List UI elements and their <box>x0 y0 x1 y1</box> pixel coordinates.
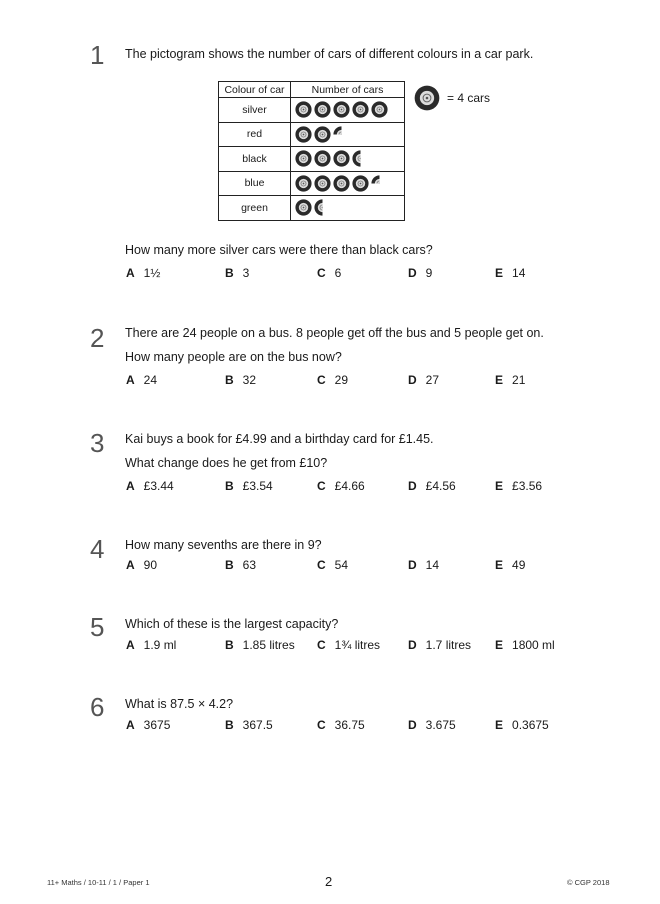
option-value: 0.3675 <box>512 718 549 732</box>
wheel-icon <box>295 126 312 143</box>
option-e[interactable] <box>495 718 549 732</box>
option-letter: D <box>408 558 417 572</box>
option-letter: E <box>495 718 504 732</box>
option-value: 32 <box>242 373 257 387</box>
key-text: = 4 cars <box>447 91 491 105</box>
option-value: 9 <box>425 266 433 280</box>
option-letter: A <box>126 558 135 572</box>
table-row <box>219 147 405 172</box>
row-colour: silver <box>219 98 291 123</box>
option-b[interactable] <box>225 638 295 652</box>
option-e[interactable] <box>495 479 542 493</box>
wheel-icon <box>333 150 350 167</box>
option-value: £3.54 <box>242 479 273 493</box>
footer-right: © CGP 2018 <box>567 878 610 887</box>
option-value: 29 <box>334 373 349 387</box>
option-value: 367.5 <box>242 718 273 732</box>
option-a[interactable] <box>126 479 174 493</box>
option-letter: A <box>126 479 135 493</box>
option-value: 14 <box>512 266 526 280</box>
option-d[interactable] <box>408 558 439 572</box>
row-symbols <box>291 122 405 147</box>
wheel-icon <box>314 126 331 143</box>
option-value: 6 <box>334 266 342 280</box>
wheel-icon <box>333 175 350 192</box>
option-letter: B <box>225 266 234 280</box>
option-letter: A <box>126 638 135 652</box>
option-c[interactable] <box>317 266 341 280</box>
option-letter: C <box>317 266 326 280</box>
wheel-icon <box>352 175 369 192</box>
question-2-text-2: How many people are on the bus now? <box>125 350 342 364</box>
option-a[interactable] <box>126 558 157 572</box>
option-value: 49 <box>512 558 526 572</box>
wheel-icon <box>295 150 312 167</box>
option-e[interactable] <box>495 373 525 387</box>
option-letter: B <box>225 558 234 572</box>
option-a[interactable] <box>126 718 170 732</box>
option-c[interactable] <box>317 373 348 387</box>
question-number-2: 2 <box>90 323 105 353</box>
option-letter: C <box>317 718 326 732</box>
pictogram-table <box>218 81 405 221</box>
option-c[interactable] <box>317 638 380 652</box>
option-letter: A <box>126 718 135 732</box>
option-letter: A <box>126 373 135 387</box>
option-value: 90 <box>143 558 158 572</box>
question-1-text: The pictogram shows the number of cars of different colours in a car park. <box>125 47 534 61</box>
option-letter: E <box>495 479 504 493</box>
question-2-text: There are 24 people on a bus. 8 people get off the bus and 5 people get on. <box>125 326 544 340</box>
row-symbols <box>291 147 405 172</box>
wheel-icon <box>314 150 331 167</box>
option-value: 1¾ litres <box>334 638 381 652</box>
wheel-icon <box>295 199 312 216</box>
header-number: Number of cars <box>291 82 405 98</box>
option-value: 1.9 ml <box>143 638 177 652</box>
row-symbols <box>291 196 405 221</box>
option-d[interactable] <box>408 718 456 732</box>
option-value: 3 <box>242 266 250 280</box>
option-b[interactable] <box>225 266 249 280</box>
option-value: 24 <box>143 373 158 387</box>
option-letter: B <box>225 638 234 652</box>
question-number-5: 5 <box>90 612 105 642</box>
option-letter: C <box>317 638 326 652</box>
option-letter: D <box>408 638 417 652</box>
option-b[interactable] <box>225 373 256 387</box>
question-4-text: How many sevenths are there in 9? <box>125 538 322 552</box>
wheel-icon <box>352 101 369 118</box>
table-row <box>219 122 405 147</box>
table-row <box>219 171 405 196</box>
option-value: 54 <box>334 558 349 572</box>
wheel-icon <box>371 101 388 118</box>
question-number-3: 3 <box>90 428 105 458</box>
row-colour: black <box>219 147 291 172</box>
option-letter: B <box>225 718 234 732</box>
option-d[interactable] <box>408 373 439 387</box>
option-value: £3.56 <box>512 479 543 493</box>
option-value: 1½ <box>143 266 161 280</box>
option-e[interactable] <box>495 638 555 652</box>
table-row <box>219 98 405 123</box>
question-number-4: 4 <box>90 534 105 564</box>
option-c[interactable] <box>317 558 348 572</box>
option-value: 3.675 <box>425 718 456 732</box>
header-colour: Colour of car <box>219 82 291 98</box>
footer-left: 11+ Maths / 10-11 / 1 / Paper 1 <box>47 878 150 887</box>
option-value: 1800 ml <box>512 638 555 652</box>
partial-wheel-icon <box>333 126 350 143</box>
option-value: 36.75 <box>334 718 365 732</box>
option-d[interactable] <box>408 638 471 652</box>
row-colour: green <box>219 196 291 221</box>
option-d[interactable] <box>408 266 432 280</box>
option-b[interactable] <box>225 718 273 732</box>
option-letter: D <box>408 479 417 493</box>
option-letter: E <box>495 638 504 652</box>
option-letter: A <box>126 266 135 280</box>
option-letter: B <box>225 373 234 387</box>
row-colour: blue <box>219 171 291 196</box>
question-3-text: Kai buys a book for £4.99 and a birthday card for £1.45. <box>125 432 434 446</box>
option-c[interactable] <box>317 479 365 493</box>
question-1-text-2: How many more silver cars were there than black cars? <box>125 243 433 257</box>
option-value: 27 <box>425 373 440 387</box>
option-value: 21 <box>512 373 526 387</box>
table-row <box>219 196 405 221</box>
option-value: 1.85 litres <box>242 638 295 652</box>
option-letter: B <box>225 479 234 493</box>
partial-wheel-icon <box>352 150 369 167</box>
option-d[interactable] <box>408 479 456 493</box>
option-e[interactable] <box>495 558 525 572</box>
option-value: 63 <box>242 558 257 572</box>
option-value: £3.44 <box>143 479 174 493</box>
option-letter: E <box>495 266 504 280</box>
option-b[interactable] <box>225 479 273 493</box>
question-5-text: Which of these is the largest capacity? <box>125 617 339 631</box>
wheel-icon <box>333 101 350 118</box>
option-e[interactable] <box>495 266 525 280</box>
page-number: 2 <box>325 874 333 889</box>
row-symbols <box>291 171 405 196</box>
wheel-icon <box>295 175 312 192</box>
option-a[interactable] <box>126 373 157 387</box>
partial-wheel-icon <box>371 175 388 192</box>
option-value: £4.66 <box>334 479 365 493</box>
option-value: 1.7 litres <box>425 638 472 652</box>
wheel-icon <box>295 101 312 118</box>
row-colour: red <box>219 122 291 147</box>
option-value: 14 <box>425 558 440 572</box>
question-number-6: 6 <box>90 692 105 722</box>
option-a[interactable] <box>126 638 176 652</box>
option-value: 3675 <box>143 718 171 732</box>
option-letter: C <box>317 558 326 572</box>
option-b[interactable] <box>225 558 256 572</box>
key-wheel-icon <box>414 85 440 116</box>
option-c[interactable] <box>317 718 365 732</box>
question-6-text: What is 87.5 × 4.2? <box>125 697 234 711</box>
wheel-icon <box>314 175 331 192</box>
option-a[interactable] <box>126 266 160 280</box>
option-letter: D <box>408 266 417 280</box>
option-letter: C <box>317 479 326 493</box>
option-letter: C <box>317 373 326 387</box>
question-3-text-2: What change does he get from £10? <box>125 456 328 470</box>
option-letter: E <box>495 558 504 572</box>
partial-wheel-icon <box>314 199 331 216</box>
question-number-1: 1 <box>90 40 105 70</box>
option-letter: D <box>408 373 417 387</box>
option-value: £4.56 <box>425 479 456 493</box>
option-letter: D <box>408 718 417 732</box>
wheel-icon <box>314 101 331 118</box>
row-symbols <box>291 98 405 123</box>
option-letter: E <box>495 373 504 387</box>
